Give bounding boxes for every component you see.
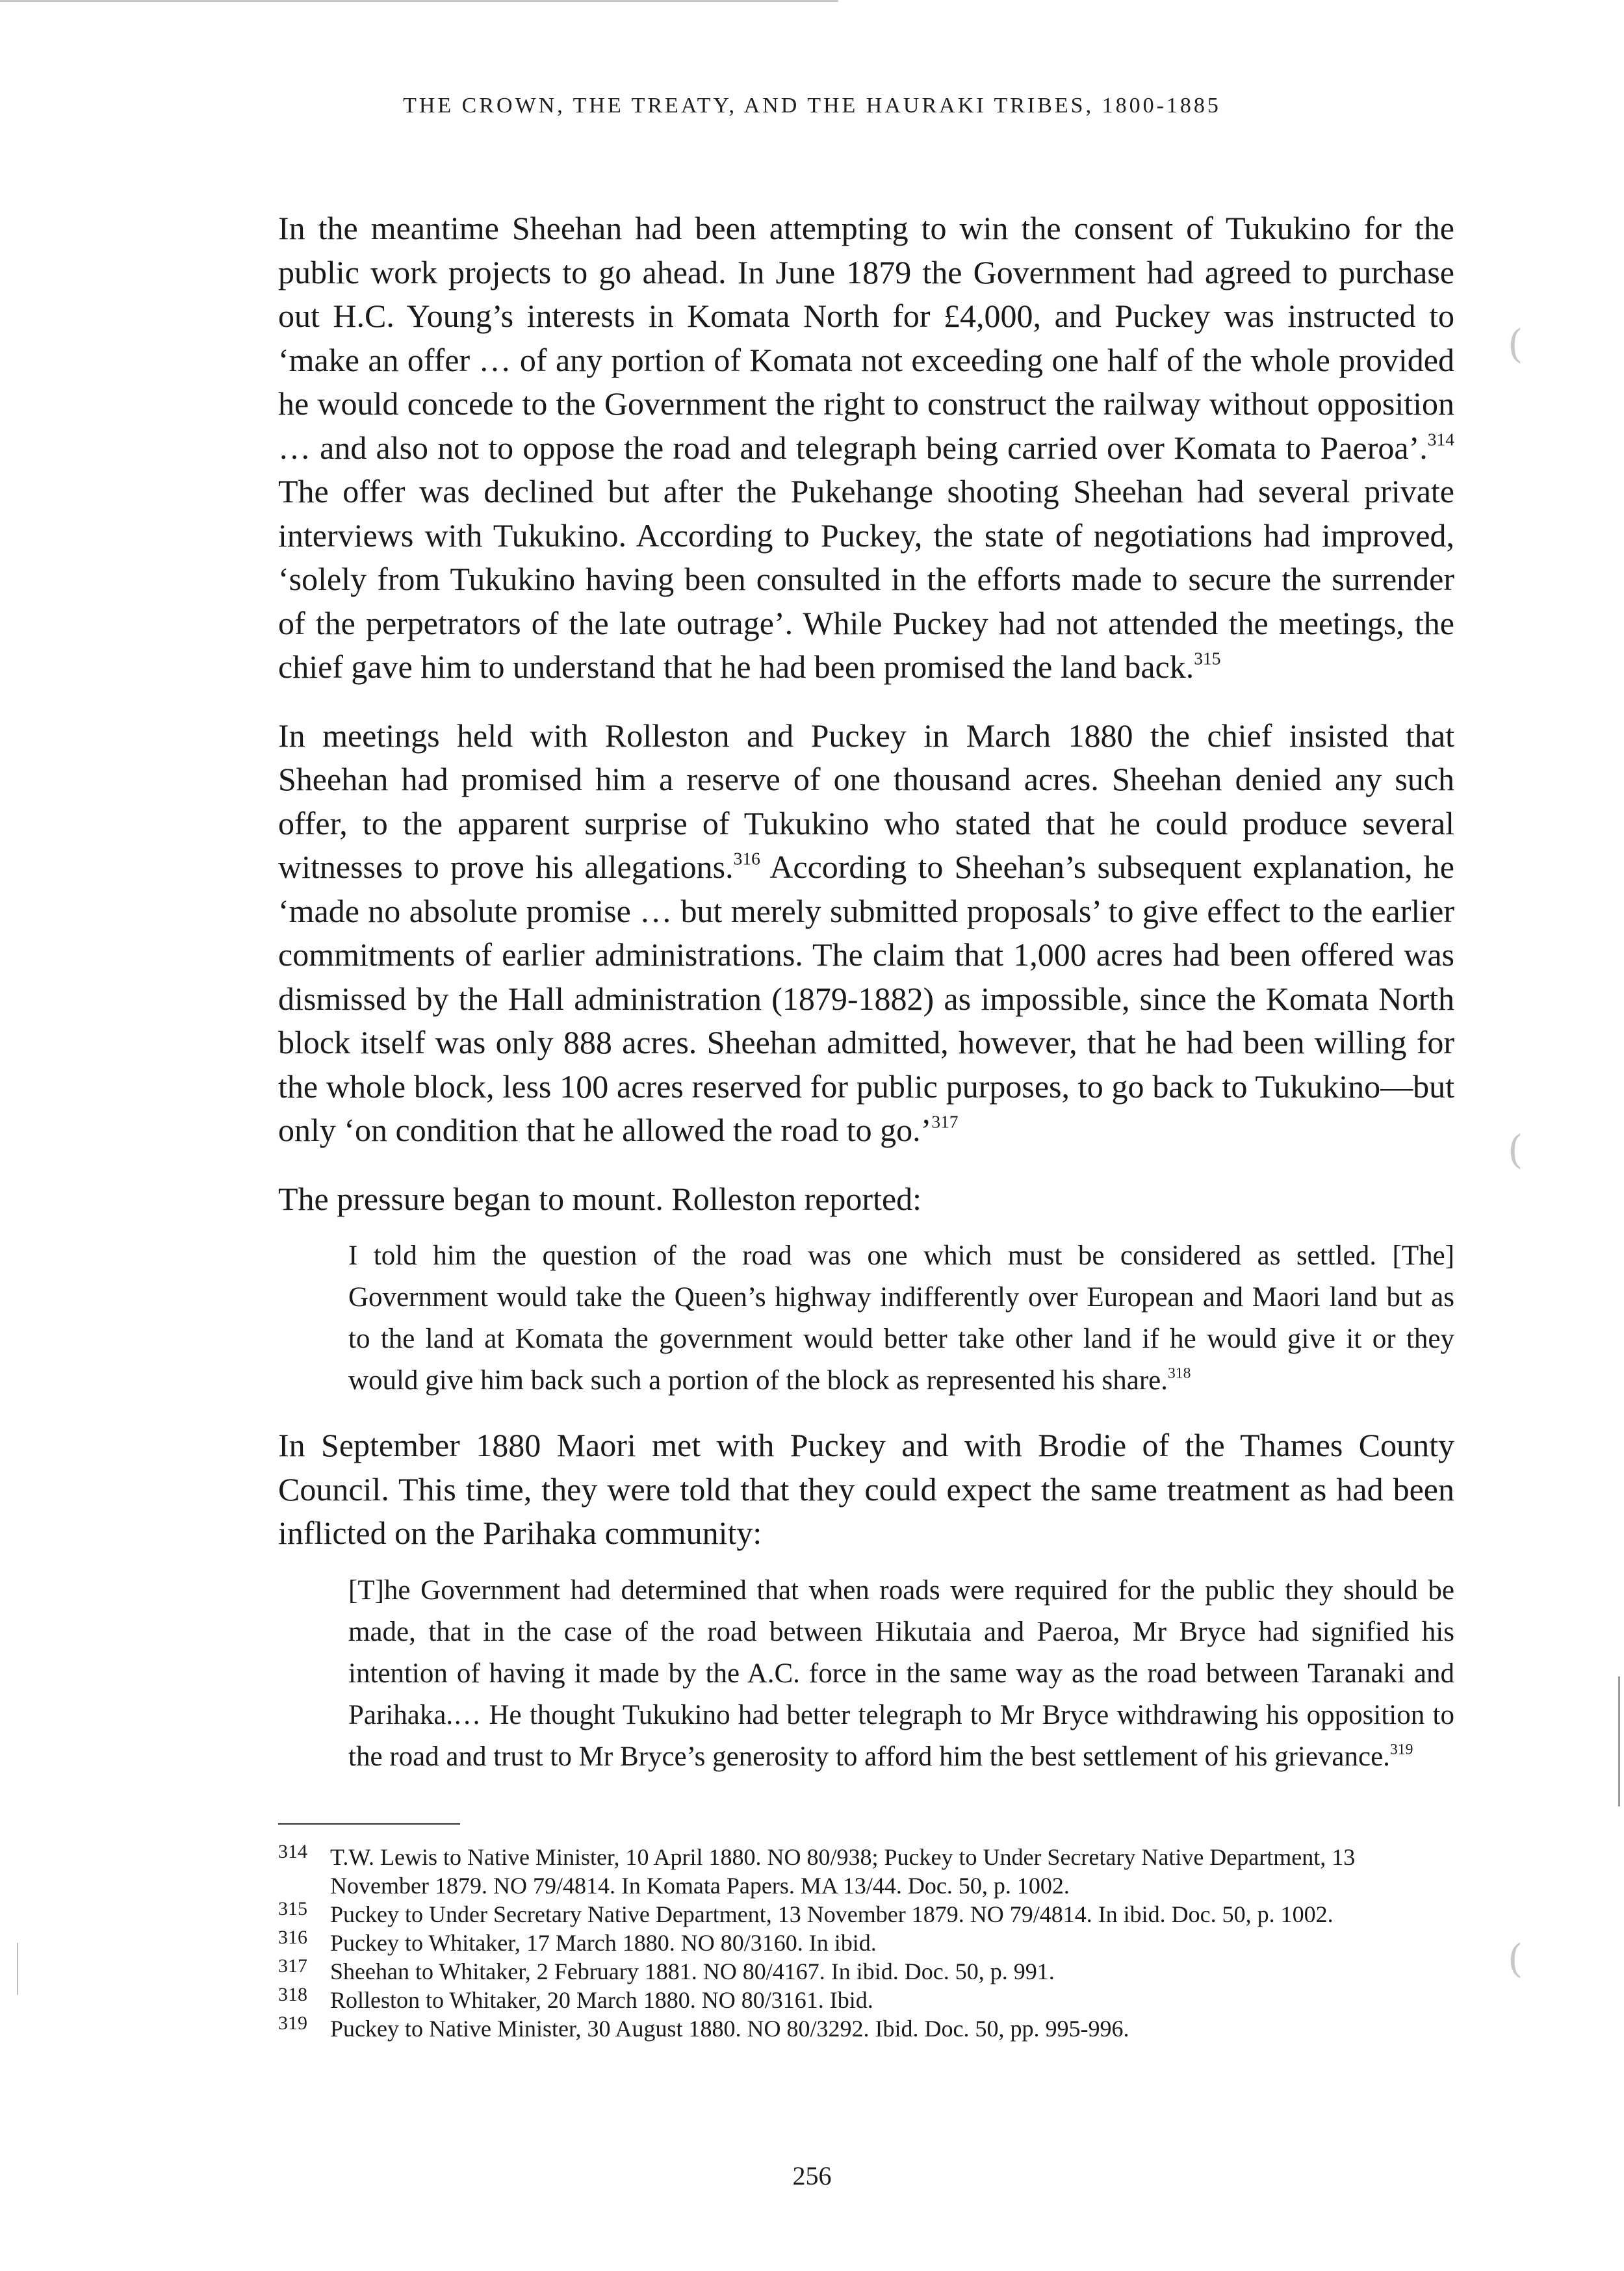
footnote-number: 317: [278, 1955, 307, 1977]
footnote-314: [278, 1840, 1454, 1900]
footnote-317: [278, 1957, 1454, 1986]
page-content: [278, 207, 1454, 2043]
footnote-ref-318[interactable]: 318: [1167, 1365, 1191, 1382]
binding-hole-mark: (: [1508, 1127, 1523, 1173]
scan-top-edge: [0, 0, 838, 2]
footnote-319: [278, 2014, 1454, 2043]
block-quote-2: [T]he Government had determined that when roads were required for the public they should be made, that in the case of the road between Hikutaia and Paeroa, Mr Bryce had signified his intention of having it made by the A.C. force in the same way as the road between Taranaki and Parihaka.… He thought Tukukino had better telegraph to Mr Bryce withdrawing his opposition to the road and trust to Mr Bryce’s generosity to afford him the best settlement of his grievance.$^{319}$: [348, 1574, 1454, 1772]
running-header: THE CROWN, THE TREATY, AND THE HAURAKI TRIBES, 1800-1885: [403, 94, 1221, 118]
paragraph-1: In the meantime Sheehan had been attempting to win the consent of Tukukino for the public work projects to go ahead. In June 1879 the Government had agreed to purchase out H.C. Young’s interests in Komata North for £4,000, and Puckey was instructed to ‘make an offer … of any portion of Komata not exceeding one half of the whole provided he would concede to the Government the right to construct the railway without opposition … and also not to oppose the road and telegraph being carried over Komata to Paeroa’.$^{314}$ The offer was declined but after the Pukehange shooting Sheehan had several private interviews with Tukukino. According to Puckey, the state of negotiations had improved, ‘solely from Tukukino having been consulted in the efforts made to secure the surrender of the perpetrators of the late outrage’. While Puckey had not attended the meetings, the chief gave him to understand that he had been promised the land back.$^{315}$: [278, 210, 1454, 685]
footnote-ref-314[interactable]: 314: [1427, 428, 1454, 449]
footnote-316: [278, 1926, 1454, 1957]
paragraph-2: In meetings held with Rolleston and Puckey in March 1880 the chief insisted that Sheehan had promised him a reserve of one thousand acres. Sheehan denied any such offer, to the apparent surprise of Tukukino who stated that he could produce several witnesses to prove his allegations.$^{316}$ According to Sheehan’s subsequent explanation, he ‘made no absolute promise … but merely submitted proposals’ to give effect to the earlier commitments of earlier administrations. The claim that 1,000 acres had been offered was dismissed by the Hall administration (1879-1882) as impossible, since the Komata North block itself was only 888 acres. Sheehan admitted, however, that he had been willing for the whole block, less 100 acres reserved for public purposes, to go back to Tukukino—but only ‘on condition that he allowed the road to go.’$^{317}$: [278, 717, 1454, 1148]
scan-edge-line: [1618, 1676, 1620, 1806]
footnote-number: 315: [278, 1897, 307, 1919]
block-quote-1: I told him the question of the road was one which must be considered as settled. [The] Government would take the Queen’s highway indifferently over European and Maori land but as to the land at Komata the government would better take other land if he would give it or they would give him back such a portion of the block as represented his share.$^{318}$: [348, 1240, 1454, 1396]
footnote-315: [278, 1897, 1454, 1929]
footnote-text: T.W. Lewis to Native Minister, 10 April 1880. NO 80/938; Puckey to Under Secretary Native Department, 13 November 1879. NO 79/4814. In Komata Papers. MA 13/44. Doc. 50, p. 1002.: [330, 1843, 1356, 1899]
paragraph-4: In September 1880 Maori met with Puckey and with Brodie of the Thames County Council. This time, they were told that they could expect the same treatment as had been inflicted on the Parihaka community:: [278, 1427, 1454, 1551]
paragraph-3: The pressure began to mount. Rolleston reported:: [278, 1180, 922, 1217]
footnote-text: Puckey to Whitaker, 17 March 1880. NO 80/3160. In ibid.: [330, 1929, 877, 1956]
footnote-text: Puckey to Under Secretary Native Department, 13 November 1879. NO 79/4814. In ibid. Doc. 50, p. 1002.: [330, 1901, 1334, 1927]
scan-edge-line: [17, 1943, 18, 1995]
footnote-number: 316: [278, 1926, 307, 1948]
footnote-ref-319[interactable]: 319: [1389, 1740, 1413, 1758]
binding-hole-mark: (: [1508, 1936, 1523, 1982]
footnote-ref-317[interactable]: 317: [931, 1111, 959, 1132]
binding-hole-mark: (: [1508, 322, 1523, 367]
footnote-number: 314: [278, 1840, 307, 1862]
footnote-text: Rolleston to Whitaker, 20 March 1880. NO 80/3161. Ibid.: [330, 1986, 873, 2013]
footnote-number: 319: [278, 2012, 307, 2034]
footnote-ref-315[interactable]: 315: [1194, 648, 1221, 669]
footnote-divider: [278, 1823, 460, 1825]
footnotes: [278, 1840, 1454, 2043]
page-number: 256: [792, 2161, 832, 2190]
footnote-ref-316[interactable]: 316: [733, 848, 760, 869]
footnote-318: [278, 1983, 1454, 2014]
footnote-text: Sheehan to Whitaker, 2 February 1881. NO 80/4167. In ibid. Doc. 50, p. 991.: [330, 1958, 1055, 1984]
footnote-number: 318: [278, 1983, 307, 2005]
footnote-text: Puckey to Native Minister, 30 August 1880. NO 80/3292. Ibid. Doc. 50, pp. 995-996.: [330, 2015, 1129, 2042]
